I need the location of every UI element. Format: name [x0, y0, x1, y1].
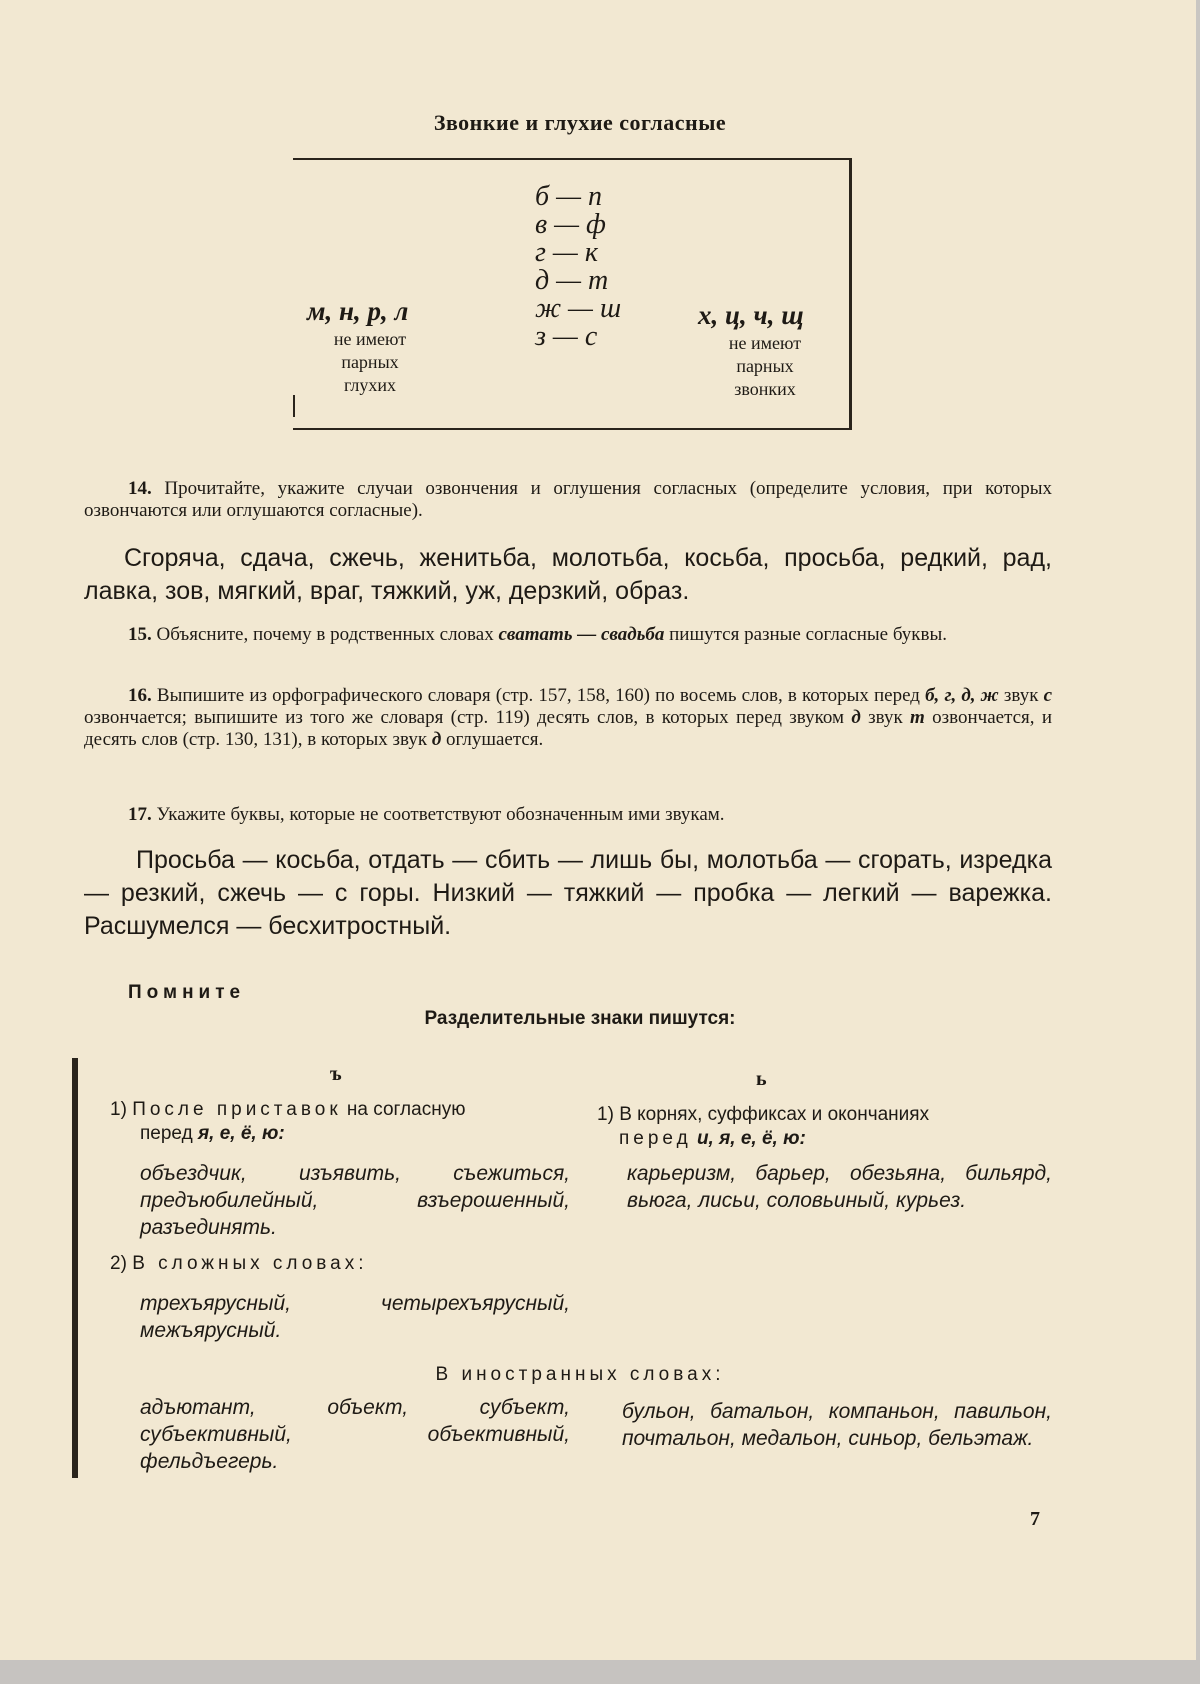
exercise-text: озвончается, и десять слов (стр. 130, 131), в которых звук: [84, 707, 1053, 750]
desc-line: парных: [736, 356, 794, 376]
exercise-text: Выпишите из орфографического словаря (стр. 157, 158, 160) по восемь слов, в которых перед: [156, 685, 920, 706]
rule-number: 1): [110, 1099, 127, 1120]
scan-bottom-edge: [0, 1660, 1200, 1684]
exercise-text: Прочитайте, укажите случаи озвончения и оглушения согласных (определите условия, при которых озвончаются или оглушаются согласные).: [84, 478, 1053, 521]
exercise-number: 17.: [128, 804, 152, 825]
rule-number: 2): [110, 1253, 127, 1274]
hard-rule-2: [110, 1252, 580, 1276]
soft-rule-1: [597, 1103, 1057, 1151]
exercise-text: звук: [868, 707, 903, 728]
exercise-number: 16.: [128, 685, 152, 706]
table-left-edge: [293, 395, 295, 417]
rule-text: После приставок: [132, 1099, 342, 1120]
hard-rule-1-examples: объездчик, изъявить, съежиться, предъюбилейный, взъерошенный, разъединять.: [140, 1162, 570, 1239]
separator-heading: Разделительные знаки пишутся:: [424, 1008, 736, 1029]
letter-highlight: с: [1043, 685, 1053, 706]
rule-letters: и, я, е, ё, ю:: [696, 1128, 806, 1149]
exercise-text: Укажите буквы, которые не соответствуют обозначенным ими звукам.: [156, 804, 725, 825]
page-title: Звонкие и глухие согласные: [433, 110, 727, 135]
exercise-17: [84, 804, 1052, 826]
rule-text: В иностранных словах:: [435, 1364, 725, 1385]
exercise-text: оглушается.: [446, 729, 544, 750]
voiceless-desc: [700, 332, 830, 401]
pair-b-p: б — п: [535, 181, 602, 212]
pair-v-f: в — ф: [535, 209, 606, 240]
rule-text: на согласную: [346, 1099, 466, 1120]
pair-zh-sh: ж — ш: [535, 293, 622, 324]
rule-text: В сложных словах:: [132, 1253, 368, 1274]
desc-line: глухих: [343, 375, 397, 395]
soft-rule-1-examples: карьеризм, барьер, обезьяна, бильярд, вьюга, лисьи, соловьиный, курьез.: [627, 1162, 1052, 1212]
foreign-soft-examples: бульон, батальон, компаньон, павильон, почтальон, медальон, синьор, бельэтаж.: [622, 1400, 1052, 1450]
exercise-text: пишутся разные согласные буквы.: [669, 624, 948, 645]
desc-line: звонких: [734, 379, 796, 399]
exercise-17-example: Просьба — косьба, отдать — сбить — лишь бы, молотьба — сгорать, изредка — резкий, сжечь — с горы. Низкий — тяжкий — пробка — легкий — варежка. Расшумелся — бесхитростный.: [84, 846, 1052, 940]
letter-highlight: д: [431, 729, 442, 750]
exercise-text: Объясните, почему в родственных словах: [156, 624, 494, 645]
letter-highlight: т: [910, 707, 925, 728]
exercise-text: озвончается; выпишите из того же словаря (стр. 119) десять слов, в которых перед звуком: [84, 707, 844, 728]
sonorant-letters: м, н, р, л: [307, 296, 409, 326]
hard-rule-1: [110, 1098, 580, 1146]
exercise-number: 14.: [128, 478, 152, 499]
soft-sign-heading: ь: [756, 1068, 767, 1090]
hard-sign-heading: ъ: [330, 1063, 342, 1085]
exercise-number: 15.: [128, 624, 152, 645]
rule-text: перед: [140, 1123, 193, 1144]
foreign-heading: [300, 1363, 860, 1387]
margin-bar: [72, 1058, 78, 1478]
hard-rule-2-examples: трехъярусный, четырехъярусный, межъярусный.: [140, 1292, 570, 1342]
desc-line: парных: [341, 352, 399, 372]
letter-highlight: б, г, д, ж: [925, 685, 999, 706]
pair-z-s: з — с: [535, 321, 598, 352]
rule-text: В корнях, суффиксах и окончаниях: [619, 1104, 930, 1125]
sonorant-desc: [300, 328, 440, 397]
foreign-hard-examples: адъютант, объект, субъект, субъективный, объективный, фельдъегерь.: [140, 1396, 570, 1473]
exercise-words: сватать — свадьба: [498, 624, 665, 645]
exercise-16: [84, 685, 1052, 751]
rule-number: 1): [597, 1104, 614, 1125]
pair-g-k: г — к: [535, 237, 598, 268]
remember-label: Помните: [128, 982, 246, 1003]
page-number: 7: [1030, 1508, 1040, 1530]
exercise-text: звук: [1003, 685, 1039, 706]
rule-letters: я, е, ё, ю:: [197, 1123, 285, 1144]
letter-highlight: д: [851, 707, 861, 728]
consonant-pairs: [535, 183, 621, 351]
exercise-15: [84, 624, 1052, 646]
voiceless-letters: х, ц, ч, щ: [698, 300, 804, 330]
desc-line: не имеют: [333, 329, 407, 349]
rule-text: перед: [619, 1128, 692, 1149]
exercise-14-example: Сгоряча, сдача, сжечь, женитьба, молотьба, косьба, просьба, редкий, рад, лавка, зов, мягкий, враг, тяжкий, уж, дерзкий, образ.: [84, 544, 1052, 605]
pair-d-t: д — т: [535, 265, 609, 296]
desc-line: не имеют: [728, 333, 802, 353]
exercise-14: [84, 478, 1052, 522]
